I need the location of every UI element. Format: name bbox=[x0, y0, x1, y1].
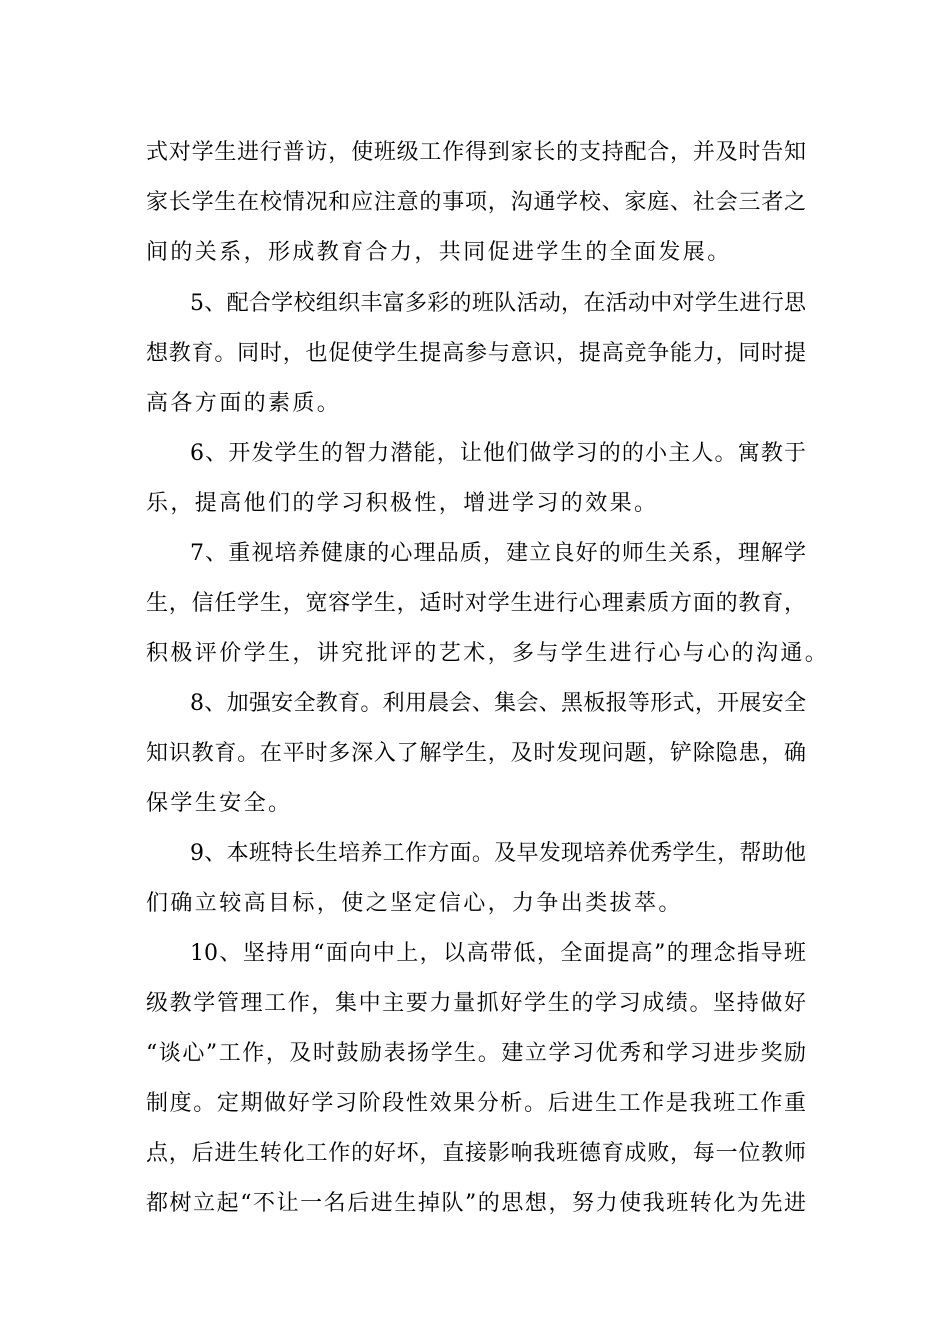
text-line: 式对学生进行普访，使班级工作得到家长的支持配合，并及时告知 bbox=[146, 140, 806, 165]
paragraph-5-line: 5、配合学校组织丰富多彩的班队活动，在活动中对学生进行思 bbox=[190, 291, 806, 316]
text-line: 们确立较高目标，使之坚定信心，力争出类拔萃。 bbox=[146, 891, 683, 916]
text-line: 级教学管理工作，集中主要力量抓好学生的学习成绩。坚持做好 bbox=[146, 991, 806, 1016]
text-line: 积极评价学生，讲究批评的艺术，多与学生进行心与心的沟通。 bbox=[146, 641, 830, 666]
text-line: 知识教育。在平时多深入了解学生，及时发现问题，铲除隐患，确 bbox=[146, 741, 806, 766]
text-line: 都树立起“不让一名后进生掉队”的思想，努力使我班转化为先进 bbox=[146, 1191, 806, 1216]
text-line: 生，信任学生，宽容学生，适时对学生进行心理素质方面的教育， bbox=[146, 591, 806, 616]
text-line: 制度。定期做好学习阶段性效果分析。后进生工作是我班工作重 bbox=[146, 1091, 806, 1116]
text-line: 乐，提高他们的学习积极性，增进学习的效果。 bbox=[146, 491, 659, 516]
text-line: 高各方面的素质。 bbox=[146, 391, 342, 416]
paragraph-9-line: 9、本班特长生培养工作方面。及早发现培养优秀学生，帮助他 bbox=[190, 841, 806, 866]
paragraph-7-line: 7、重视培养健康的心理品质，建立良好的师生关系，理解学 bbox=[190, 541, 806, 566]
text-line: 间的关系，形成教育合力，共同促进学生的全面发展。 bbox=[146, 240, 732, 265]
text-line: “谈心”工作，及时鼓励表扬学生。建立学习优秀和学习进步奖励 bbox=[146, 1041, 806, 1066]
paragraph-8-line: 8、加强安全教育。利用晨会、集会、黑板报等形式，开展安全 bbox=[190, 691, 806, 716]
paragraph-6-line: 6、开发学生的智力潜能，让他们做学习的的小主人。寓教于 bbox=[190, 441, 806, 466]
text-line: 想教育。同时，也促使学生提高参与意识，提高竞争能力，同时提 bbox=[146, 341, 806, 366]
paragraph-10-line: 10、坚持用“面向中上，以高带低，全面提高”的理念指导班 bbox=[190, 941, 806, 966]
text-line: 点，后进生转化工作的好坏，直接影响我班德育成败，每一位教师 bbox=[146, 1141, 806, 1166]
text-line: 保学生安全。 bbox=[146, 791, 293, 816]
text-line: 家长学生在校情况和应注意的事项，沟通学校、家庭、社会三者之 bbox=[146, 190, 806, 215]
